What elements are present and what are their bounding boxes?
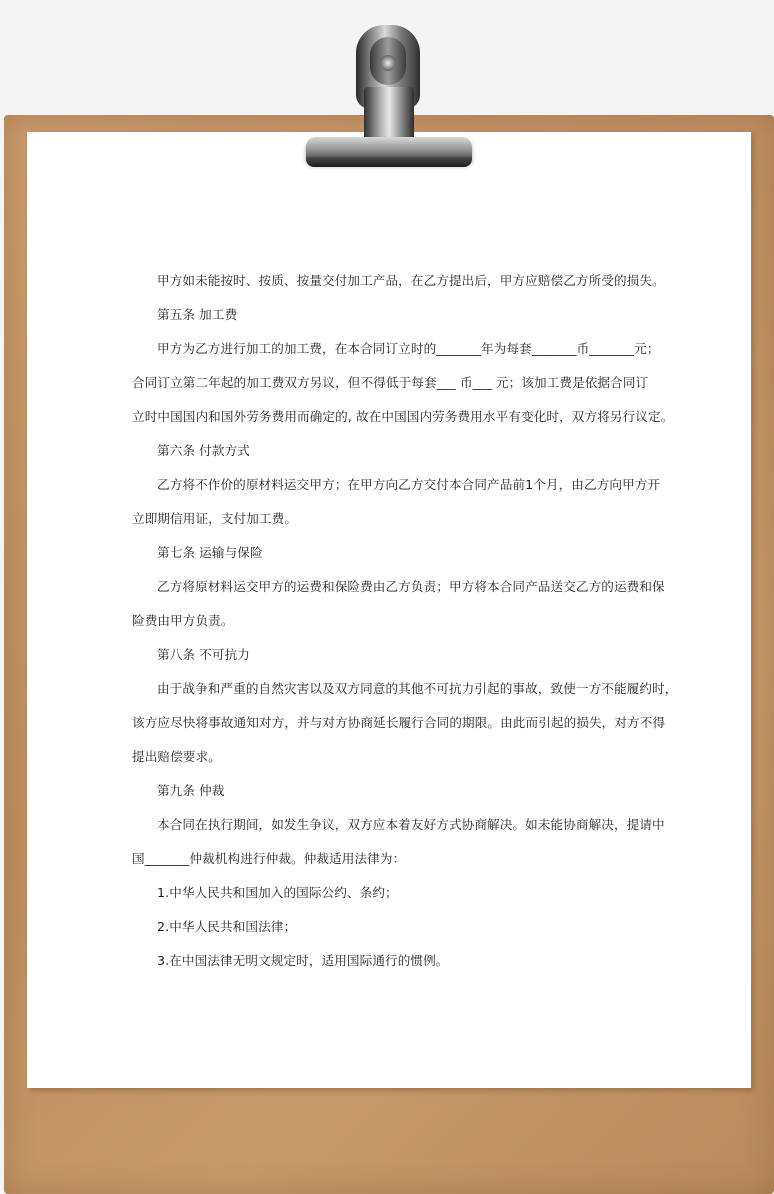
text-line: 立即期信用证，支付加工费。 — [132, 511, 298, 526]
text-line: 险费由甲方负责。 — [132, 613, 234, 628]
text-line: 由于战争和严重的自然灾害以及双方同意的其他不可抗力引起的事故，致使一方不能履约时， — [157, 681, 678, 696]
list-item: 2.中华人民共和国法律； — [157, 919, 297, 934]
section-heading: 第六条 付款方式 — [157, 443, 250, 458]
text-line: 乙方将原材料运交甲方的运费和保险费由乙方负责；甲方将本合同产品送交乙方的运费和保 — [157, 579, 665, 594]
clip-base-edge — [306, 157, 472, 167]
list-item: 1.中华人民共和国加入的国际公约、条约； — [157, 885, 398, 900]
text-line: 该方应尽快将事故通知对方，并与对方协商延长履行合同的期限。由此而引起的损失，对方不得 — [132, 715, 666, 730]
text-line: 合同订立第二年起的加工费双方另议，但不得低于每套___ 币___ 元；该加工费是依据合同订 — [132, 375, 649, 390]
document-paper — [27, 132, 751, 1088]
text-line: 甲方为乙方进行加工的加工费，在本合同订立时的_______年为每套_______币_______元； — [157, 341, 660, 356]
text-line: 提出赔偿要求。 — [132, 749, 221, 764]
clip-body — [364, 87, 414, 142]
section-heading: 第五条 加工费 — [157, 307, 238, 322]
text-line: 立时中国国内和国外劳务费用而确定的, 故在中国国内劳务费用水平有变化时，双方将另行议定。 — [132, 409, 674, 424]
text-line: 本合同在执行期间，如发生争议，双方应本着友好方式协商解决。如未能协商解决，提请中 — [157, 817, 665, 832]
section-heading: 第八条 不可抗力 — [157, 647, 250, 662]
text-line: 乙方将不作价的原材料运交甲方；在甲方向乙方交付本合同产品前1个月，由乙方向甲方开 — [157, 477, 661, 492]
text-line: 国_______仲裁机构进行仲裁。仲裁适用法律为： — [132, 851, 406, 866]
section-heading: 第九条 仲裁 — [157, 783, 225, 798]
clip-hole — [380, 55, 396, 71]
binder-clip — [298, 25, 480, 185]
list-item: 3.在中国法律无明文规定时，适用国际通行的惯例。 — [157, 953, 449, 968]
text-line: 甲方如未能按时、按质、按量交付加工产品，在乙方提出后，甲方应赔偿乙方所受的损失。 — [157, 273, 665, 288]
section-heading: 第七条 运输与保险 — [157, 545, 263, 560]
